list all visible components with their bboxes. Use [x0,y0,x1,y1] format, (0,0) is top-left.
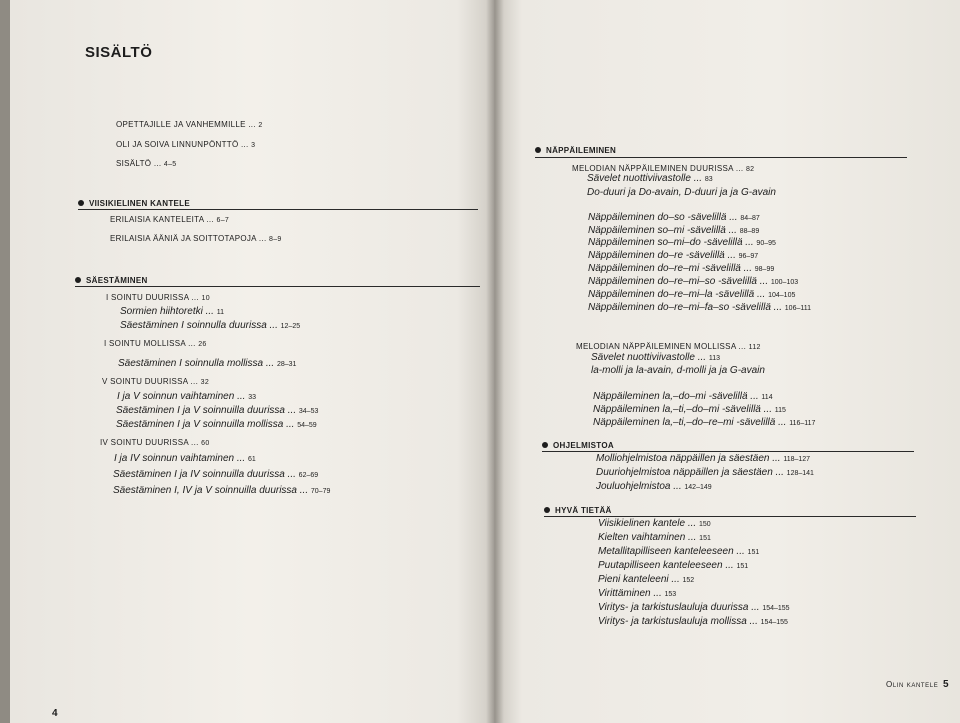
bullet-icon [542,442,548,448]
toc-entry: Näppäileminen so–mi–do -sävelillä ... 90–95 [588,237,776,248]
toc-entry: I ja IV soinnun vaihtaminen ... 61 [114,453,256,464]
toc-entry: Puutapilliseen kanteleeseen ... 151 [598,560,749,571]
toc-entry: Do-duuri ja Do-avain, D-duuri ja ja G-avain [587,187,776,198]
page-number-left: 4 [52,708,58,719]
bullet-icon [78,200,84,206]
toc-entry: la-molli ja la-avain, d-molli ja ja G-avain [591,365,765,376]
section-heading-nappaileminen: NÄPPÄILEMINEN [535,146,616,155]
toc-entry: OPETTAJILLE JA VANHEMMILLE ... 2 [116,120,263,129]
section-rule [535,157,907,158]
bullet-icon [75,277,81,283]
section-heading-ohjelmistoa: OHJELMISTOA [542,441,614,450]
toc-entry: Viritys- ja tarkistuslauluja duurissa ... 154–155 [598,602,790,613]
toc-group-title: MELODIAN NÄPPÄILEMINEN MOLLISSA ... 112 [576,342,761,351]
toc-entry: Säestäminen I ja IV soinnuilla duurissa ... 62–69 [113,469,319,480]
section-rule [75,286,480,287]
toc-entry: Viisikielinen kantele ... 150 [598,518,711,529]
toc-entry: Sävelet nuottiviivastolle ... 83 [587,173,713,184]
toc-entry: Näppäileminen do–re–mi–so -sävelillä ... 100–103 [588,276,799,287]
page-title: SISÄLTÖ [85,44,153,61]
section-rule [544,516,916,517]
toc-entry: Näppäileminen do–so -sävelillä ... 84–87 [588,212,760,223]
toc-entry: Näppäileminen la,–do–mi -sävelillä ... 114 [593,391,773,402]
toc-entry: Näppäileminen la,–ti,–do–mi -sävelillä ... 115 [593,404,786,415]
toc-entry: Näppäileminen do–re–mi–fa–so -sävelillä ... 106–111 [588,302,811,313]
toc-entry: Säestäminen I, IV ja V soinnuilla duurissa ... 70–79 [113,485,331,496]
toc-entry: Näppäileminen so–mi -sävelillä ... 88–89 [588,225,760,236]
section-heading-viisikielinen: VIISIKIELINEN KANTELE [78,199,190,208]
toc-entry: OLI JA SOIVA LINNUNPÖNTTÖ ... 3 [116,140,256,149]
section-heading-saestaminen: SÄESTÄMINEN [75,276,148,285]
toc-entry: ERILAISIA ÄÄNIÄ JA SOITTOTAPOJA ... 8–9 [110,234,282,243]
toc-group-title: IV SOINTU DUURISSA ... 60 [100,438,210,447]
toc-entry: Näppäileminen do–re -sävelillä ... 96–97 [588,250,759,261]
toc-entry: Näppäileminen do–re–mi–la -sävelillä ... 104–105 [588,289,796,300]
page-number-right: 5 [943,679,949,690]
toc-group-title: MELODIAN NÄPPÄILEMINEN DUURISSA ... 82 [572,164,755,173]
toc-entry: Säestäminen I ja V soinnuilla mollissa ... 54–59 [116,419,317,430]
bullet-icon [544,507,550,513]
section-heading-hyva-tietaa: HYVÄ TIETÄÄ [544,506,612,515]
right-page [494,0,960,723]
toc-entry: Kielten vaihtaminen ... 151 [598,532,711,543]
toc-entry: I ja V soinnun vaihtaminen ... 33 [117,391,256,402]
toc-entry: SISÄLTÖ ... 4–5 [116,159,177,168]
toc-entry: Sormien hiihtoretki ... 11 [120,306,224,317]
toc-group-title: I SOINTU DUURISSA ... 10 [106,293,210,302]
section-rule [78,209,478,210]
toc-entry: Viritys- ja tarkistuslauluja mollissa ... 154–155 [598,616,788,627]
toc-entry: Säestäminen I ja V soinnuilla duurissa ... 34–53 [116,405,319,416]
toc-group-title: I SOINTU MOLLISSA ... 26 [104,339,207,348]
bullet-icon [535,147,541,153]
toc-entry: ERILAISIA KANTELEITA ... 6–7 [110,215,230,224]
running-footer-title: Olin kantele [886,680,939,689]
toc-entry: Näppäileminen la,–ti,–do–re–mi -sävelillä ... 116–117 [593,417,816,428]
toc-entry: Näppäileminen do–re–mi -sävelillä ... 98–99 [588,263,775,274]
toc-entry: Sävelet nuottiviivastolle ... 113 [591,352,721,363]
toc-entry: Molliohjelmistoa näppäillen ja säestäen ... 118–127 [596,453,811,464]
book-gutter [486,0,504,723]
section-rule [542,451,914,452]
toc-entry: Säestäminen I soinnulla mollissa ... 28–31 [118,358,297,369]
toc-entry: Pieni kanteleeni ... 152 [598,574,695,585]
toc-group-title: V SOINTU DUURISSA ... 32 [102,377,210,386]
toc-entry: Virittäminen ... 153 [598,588,677,599]
toc-entry: Metallitapilliseen kanteleeseen ... 151 [598,546,760,557]
toc-entry: Jouluohjelmistoa ... 142–149 [596,481,712,492]
toc-entry: Säestäminen I soinnulla duurissa ... 12–25 [120,320,301,331]
toc-entry: Duuriohjelmistoa näppäillen ja säestäen ... 128–141 [596,467,814,478]
